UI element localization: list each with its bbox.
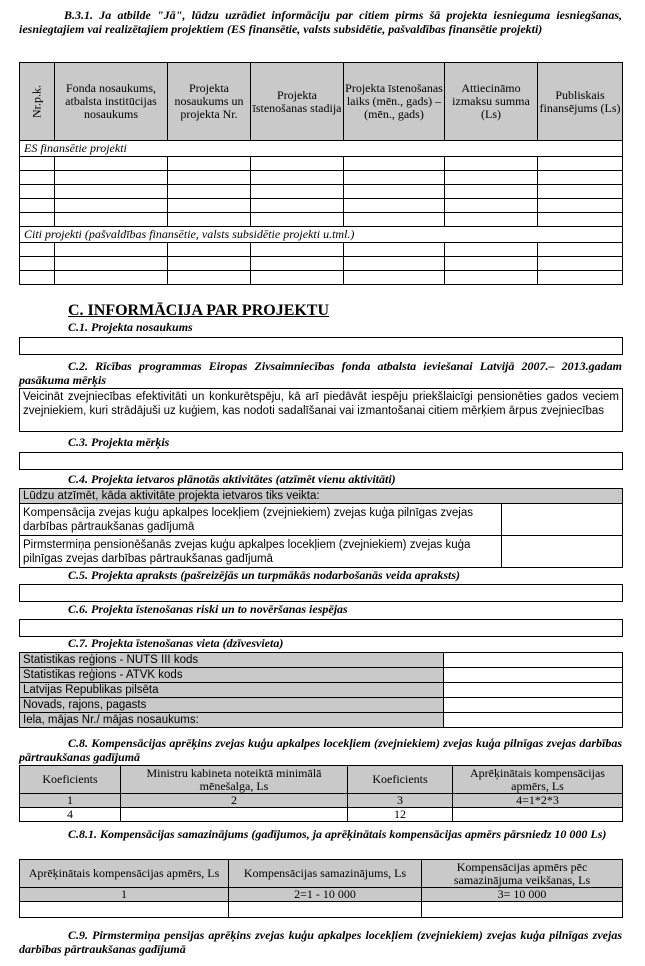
table-row[interactable]	[20, 171, 623, 185]
c8-r2-c1: 4	[20, 808, 121, 822]
c8-r1-c2: 2	[121, 794, 348, 808]
c9-title: C.9. Pirmstermiņa pensijas aprēķins zvejas kuģu apkalpes locekļiem (zvejniekiem) zvejas kuģa pilnīgas zvejas darbības pārtraukšanas gadījumā	[19, 928, 622, 956]
col-fund: Fonda nosaukums, atbalsta institūcijas nosaukums	[55, 63, 168, 141]
c7-city-label: Latvijas Republikas pilsēta	[20, 683, 444, 698]
col-nr-label: Nr.p.k.	[29, 85, 44, 118]
c8-r1-c4: 4=1*2*3	[453, 794, 623, 808]
c4-option-compensation-checkbox[interactable]	[502, 504, 623, 536]
c7-county-field[interactable]	[444, 698, 623, 713]
col-nr	[20, 63, 55, 141]
b31-intro: B.3.1. Ja atbilde "Jā", lūdzu uzrādiet informāciju par citiem pirms šā projekta iesnieguma iesniegšanas, iesniegtajiem vai realizētajiem projektiem (ES finansētie, valsts subsidētie, pašvaldības finansētie projekti)	[19, 8, 622, 36]
col-stage: Projekta īstenošanas stadija	[251, 63, 344, 141]
col-project-name: Projekta nosaukums un projekta Nr.	[168, 63, 251, 141]
c81-amount-field[interactable]	[20, 902, 229, 918]
b31-projects-table	[19, 62, 623, 285]
table-row[interactable]	[20, 157, 623, 171]
c8-col-min-wage: Ministru kabineta noteiktā minimālā mēnešalga, Ls	[121, 766, 348, 794]
table-row[interactable]	[20, 213, 623, 227]
c81-col-reduction: Kompensācijas samazinājums, Ls	[229, 860, 422, 888]
c81-after-field[interactable]	[422, 902, 623, 918]
c81-r1-c2: 2=1 - 10 000	[229, 888, 422, 902]
c4-header: Lūdzu atzīmēt, kāda aktivitāte projekta ietvaros tiks veikta:	[20, 489, 623, 504]
es-projects-label: ES finansētie projekti	[20, 141, 623, 157]
c7-city-field[interactable]	[444, 683, 623, 698]
project-goal-field[interactable]	[19, 452, 623, 470]
c4-option-early-retirement: Pirmstermiņa pensionēšanās zvejas kuģu apkalpes locekļiem (zvejniekiem) zvejas kuģa pilnīgas zvejas darbības pārtraukšanas gadījumā	[20, 536, 502, 568]
c8-compensation-table	[19, 765, 623, 822]
c81-col-amount: Aprēķinātais kompensācijas apmērs, Ls	[20, 860, 229, 888]
section-c-heading: C. INFORMĀCIJA PAR PROJEKTU	[68, 302, 330, 319]
c8-col-coef2: Koeficients	[348, 766, 453, 794]
c4-option-compensation: Kompensācija zvejas kuģu apkalpes locekļiem (zvejniekiem) zvejas kuģa pilnīgas zvejas darbības pārtraukšanas gadījumā	[20, 504, 502, 536]
table-row[interactable]	[20, 271, 623, 285]
project-risks-field[interactable]	[19, 619, 623, 637]
c2-objective-text: Veicināt zvejniecības efektivitāti un konkurētspēju, kā arī piedāvāt iespēju priekšlaicīgi pensionēties gados veciem zvejniekiem, kuri strādājuši uz kuģiem, kas nodoti sadalīšanai vai izmantošanai citiem mērķiem ārpus zvejniecības	[19, 388, 623, 432]
col-public-funding: Publiskais finansējums (Ls)	[538, 63, 623, 141]
c81-reduction-field[interactable]	[229, 902, 422, 918]
c8-r1-c3: 3	[348, 794, 453, 808]
c7-nuts-field[interactable]	[444, 653, 623, 668]
c7-title: C.7. Projekta īstenošanas vieta (dzīvesvieta)	[68, 636, 284, 650]
table-row[interactable]	[20, 199, 623, 213]
c81-reduction-table	[19, 859, 623, 918]
project-description-field[interactable]	[19, 584, 623, 602]
c5-title: C.5. Projekta apraksts (pašreizējās un turpmākās nodarbošanās veida apraksts)	[68, 568, 461, 582]
col-eligible-costs: Attiecināmo izmaksu summa (Ls)	[445, 63, 538, 141]
c3-title: C.3. Projekta mērķis	[68, 435, 170, 449]
c8-col-coef1: Koeficients	[20, 766, 121, 794]
c8-r2-c3: 12	[348, 808, 453, 822]
table-row[interactable]	[20, 243, 623, 257]
c81-r1-c3: 3= 10 000	[422, 888, 623, 902]
c7-atvk-field[interactable]	[444, 668, 623, 683]
table-row[interactable]	[20, 257, 623, 271]
c4-activities-table	[19, 488, 623, 568]
c8-amount-field[interactable]	[453, 808, 623, 822]
table-row[interactable]	[20, 185, 623, 199]
c7-county-label: Novads, rajons, pagasts	[20, 698, 444, 713]
c1-title: C.1. Projekta nosaukums	[68, 320, 193, 334]
c8-r1-c1: 1	[20, 794, 121, 808]
c7-nuts-label: Statistikas reģions - NUTS III kods	[20, 653, 444, 668]
c7-street-label: Iela, mājas Nr./ mājas nosaukums:	[20, 713, 444, 728]
c81-title: C.8.1. Kompensācijas samazinājums (gadījumos, ja aprēķinātais kompensācijas apmērs pārsniedz 10 000 Ls)	[68, 827, 607, 841]
c8-col-amount: Aprēķinātais kompensācijas apmērs, Ls	[453, 766, 623, 794]
c8-min-wage-field[interactable]	[121, 808, 348, 822]
c6-title: C.6. Projekta īstenošanas riski un to novēršanas iespējas	[68, 602, 348, 616]
c81-col-after: Kompensācijas apmērs pēc samazinājuma veikšanas, Ls	[422, 860, 623, 888]
c4-option-early-retirement-checkbox[interactable]	[502, 536, 623, 568]
c7-street-field[interactable]	[444, 713, 623, 728]
c81-r1-c1: 1	[20, 888, 229, 902]
c2-title: C.2. Rīcības programmas Eiropas Zivsaimniecības fonda atbalsta ieviešanai Latvijā 2007.– 2013.gadam pasākuma mērķis	[19, 359, 622, 387]
project-name-field[interactable]	[19, 337, 623, 355]
c4-title: C.4. Projekta ietvaros plānotās aktivitātes (atzīmēt vienu aktivitāti)	[68, 472, 396, 486]
c7-location-table	[19, 652, 623, 728]
c7-atvk-label: Statistikas reģions - ATVK kods	[20, 668, 444, 683]
other-projects-label: Citi projekti (pašvaldības finansētie, valsts subsidētie projekti u.tml.)	[20, 227, 623, 243]
c8-title: C.8. Kompensācijas aprēķins zvejas kuģu apkalpes locekļiem (zvejniekiem) zvejas kuģa pilnīgas zvejas darbības pārtraukšanas gadījumā	[19, 736, 622, 764]
col-period: Projekta īstenošanas laiks (mēn., gads) – (mēn., gads)	[344, 63, 445, 141]
